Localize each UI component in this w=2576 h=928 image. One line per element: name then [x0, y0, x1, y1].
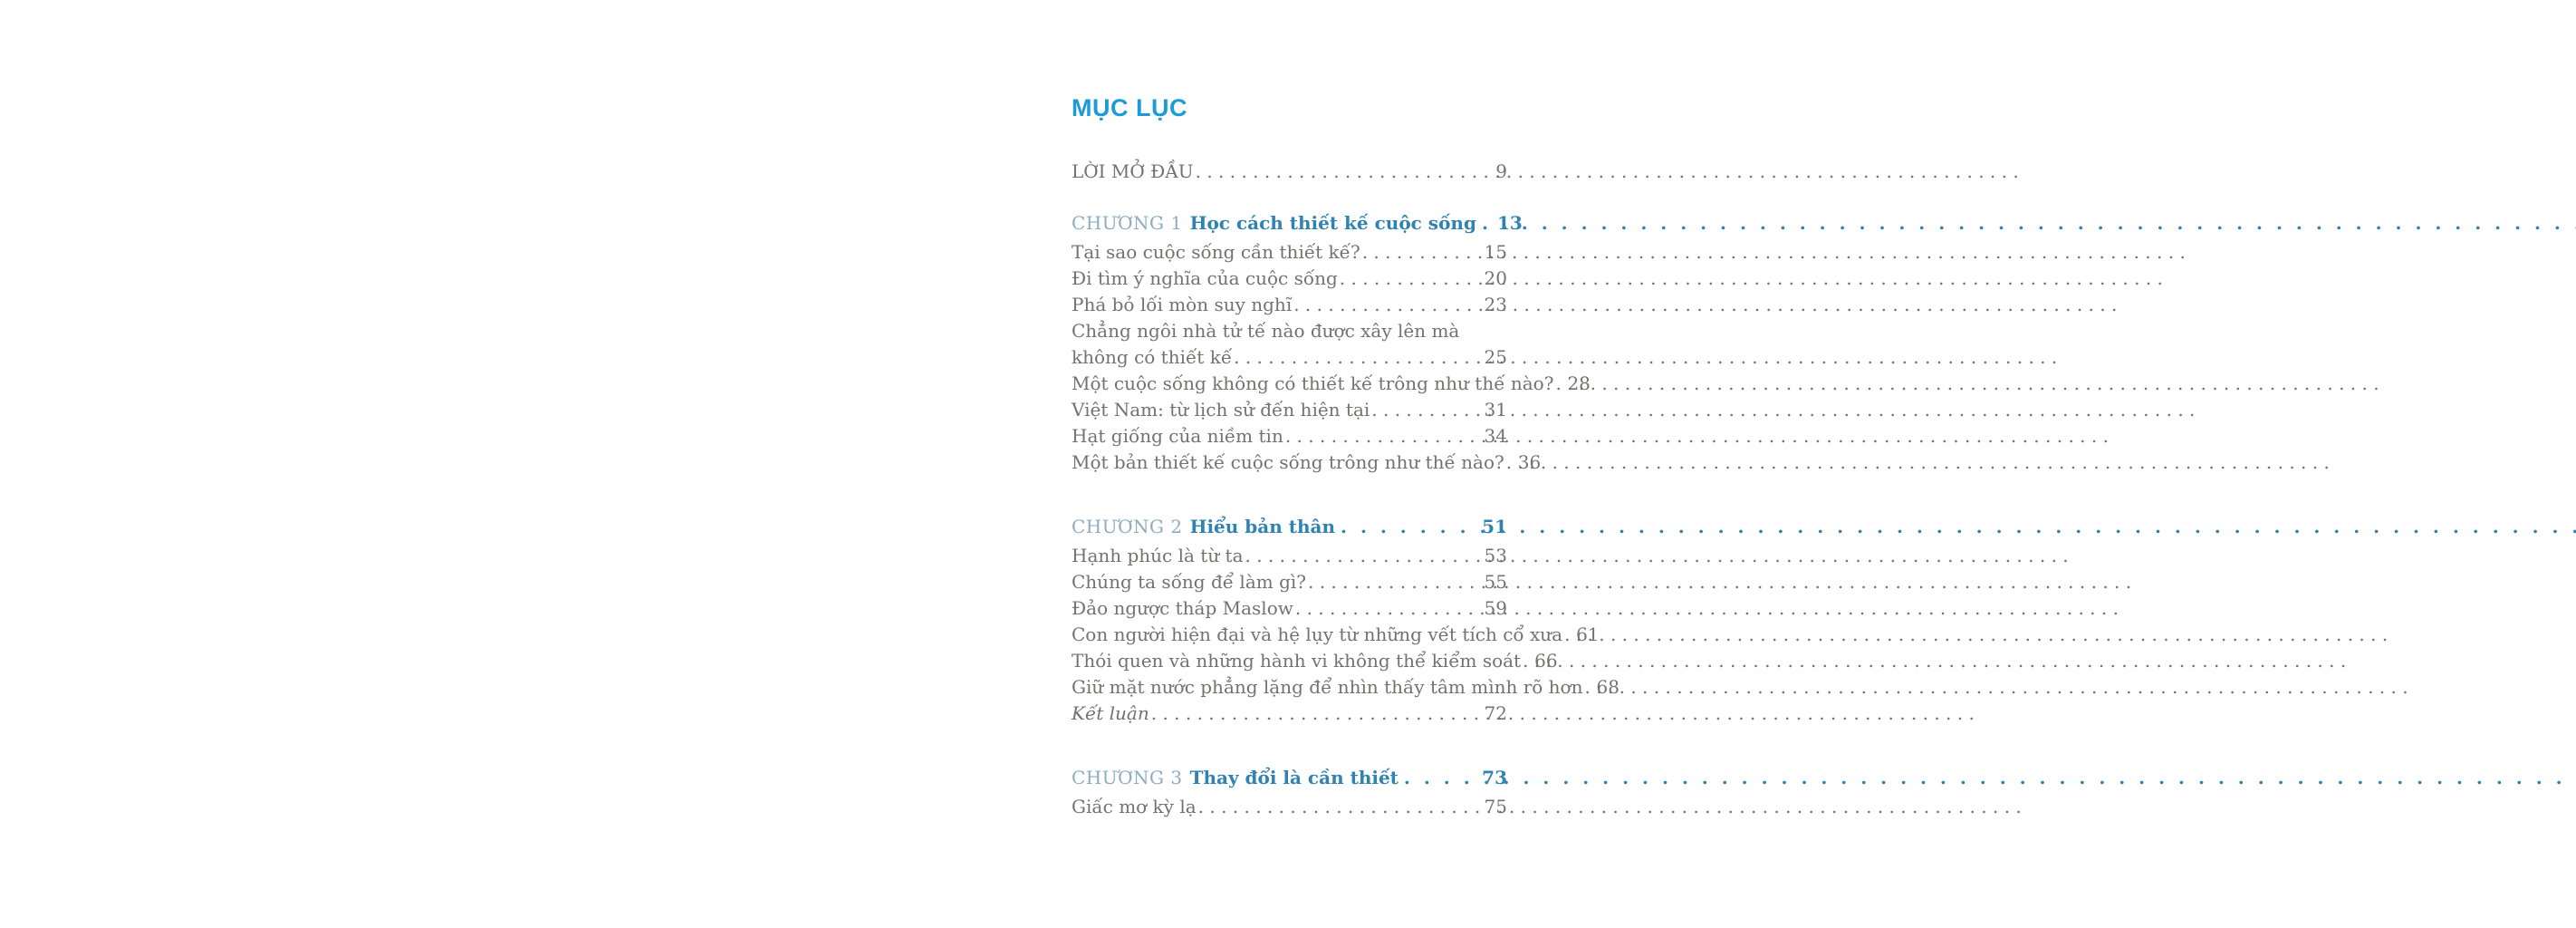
- toc-chapter: [1072, 514, 1620, 727]
- toc-entry-page: 36: [1517, 451, 1542, 473]
- dot-leader: [1151, 701, 1484, 727]
- chapter-title: Hiểu bản thân: [1189, 516, 1336, 537]
- toc-entry-page: 23: [1484, 294, 1507, 315]
- dot-leader: [1340, 266, 1484, 292]
- dot-leader: [1362, 239, 1484, 266]
- dot-leader: [1584, 674, 1595, 701]
- chapter-heading-row: [1072, 514, 1507, 540]
- dot-leader: [1482, 210, 1493, 237]
- chapter-list: [1072, 210, 1620, 820]
- dot-leader: [1555, 371, 1566, 397]
- toc-entry-page: 28: [1567, 372, 1591, 394]
- toc-entry: [1072, 543, 1507, 569]
- chapter-title: Học cách thiết kế cuộc sống: [1189, 212, 1476, 234]
- toc-entry: [1072, 292, 1507, 318]
- toc-entry-label: Chúng ta sống để làm gì?: [1072, 571, 1306, 593]
- dot-leader: [1234, 344, 1483, 371]
- toc-entry-label: Phá bỏ lối mòn suy nghĩ: [1072, 294, 1293, 315]
- dot-leader: [1295, 595, 1484, 622]
- toc-entry-page: 75: [1484, 796, 1507, 817]
- toc-entry-row: [1072, 423, 1507, 450]
- toc-entry-row: [1072, 595, 1507, 622]
- toc-entry: [1072, 318, 1507, 371]
- toc-entry: [1072, 266, 1507, 292]
- toc-entry: [1072, 450, 1542, 476]
- toc-entry-page: 34: [1484, 425, 1507, 447]
- chapter-title: Thay đổi là cần thiết: [1189, 767, 1399, 788]
- toc-entry: [1072, 569, 1507, 595]
- toc-entry-row: [1072, 622, 1600, 648]
- toc-entry-label: Tại sao cuộc sống cần thiết kế?: [1072, 241, 1360, 263]
- toc-entry-label: không có thiết kế: [1072, 346, 1233, 368]
- toc-entry-row: [1072, 569, 1507, 595]
- dot-leader: [1198, 794, 1484, 820]
- toc-entry: [1072, 239, 1507, 266]
- toc-entry-row: [1072, 701, 1507, 727]
- chapter-page: 51: [1482, 516, 1507, 537]
- dot-leader: [1341, 514, 1477, 540]
- toc-entry-label: Đi tìm ý nghĩa của cuộc sống: [1072, 267, 1338, 289]
- dot-leader: [1371, 397, 1483, 423]
- chapter-page: 13: [1496, 212, 1523, 234]
- toc-entry-row: [1072, 292, 1507, 318]
- toc-entry-page: 55: [1484, 571, 1507, 593]
- toc-entry-label: LỜI MỞ ĐẦU: [1072, 160, 1194, 182]
- chapter-number: CHƯƠNG 1: [1072, 212, 1183, 234]
- toc-entry-row: [1072, 266, 1507, 292]
- toc-entry-page: 20: [1484, 267, 1507, 289]
- toc-page: [978, 0, 1620, 928]
- toc-entry-row: [1072, 543, 1507, 569]
- toc-entry-page: 61: [1576, 624, 1600, 645]
- toc-entry: [1072, 371, 1591, 397]
- toc-chapter: [1072, 210, 1591, 476]
- toc-entry-page: 15: [1484, 241, 1507, 263]
- toc-entry-label: Hạt giống của niềm tin: [1072, 425, 1283, 447]
- toc-entry-page: 53: [1484, 545, 1507, 566]
- toc-entry-label: Kết luận: [1072, 702, 1149, 724]
- toc-entry-label: Đảo ngược tháp Maslow: [1072, 597, 1293, 619]
- chapter-heading-row: [1072, 765, 1507, 791]
- toc-entry-row: [1072, 794, 1507, 820]
- dot-leader: [1523, 648, 1533, 674]
- dot-leader: [1293, 292, 1483, 318]
- toc-row-front-matter: [1072, 159, 1507, 185]
- toc-entry-page: 9: [1495, 160, 1507, 182]
- toc-entry-label: Hạnh phúc là từ ta: [1072, 545, 1244, 566]
- toc-entry-label: Một bản thiết kế cuộc sống trông như thế nào?: [1072, 451, 1504, 473]
- toc-entry-wrap-line: Chẳng ngôi nhà tử tế nào được xây lên mà: [1072, 320, 1460, 342]
- dot-leader: [1564, 622, 1575, 648]
- toc-entry: [1072, 397, 1507, 423]
- toc-entry-row: [1072, 450, 1542, 476]
- dot-leader: [1506, 450, 1517, 476]
- toc-entry: [1072, 595, 1507, 622]
- toc-entry-label: Việt Nam: từ lịch sử đến hiện tại: [1072, 399, 1370, 420]
- toc-entry-page: 66: [1534, 650, 1558, 672]
- toc-entry: [1072, 794, 1507, 820]
- toc-entry: [1072, 622, 1600, 648]
- toc-entry-row: [1072, 674, 1620, 701]
- toc-entry-page: 59: [1484, 597, 1507, 619]
- toc-entry-row: [1072, 397, 1507, 423]
- dot-leader: [1285, 423, 1484, 450]
- toc-entry-row: [1072, 371, 1591, 397]
- chapter-heading-row: [1072, 210, 1523, 237]
- toc-entry: [1072, 701, 1507, 727]
- dot-leader: [1196, 159, 1495, 185]
- toc-entry: [1072, 674, 1620, 701]
- toc-entry-label: Một cuộc sống không có thiết kế trông như thế nào?: [1072, 372, 1554, 394]
- toc-chapter: [1072, 765, 1507, 820]
- toc-entry: [1072, 423, 1507, 450]
- chapter-entries: [1072, 543, 1620, 727]
- chapter-number: CHƯƠNG 3: [1072, 767, 1183, 788]
- dot-leader: [1308, 569, 1484, 595]
- toc-entry-page: 72: [1484, 702, 1507, 724]
- chapter-page: 73: [1482, 767, 1507, 788]
- toc-entry-page: 25: [1484, 346, 1507, 368]
- dot-leader: [1404, 765, 1477, 791]
- toc-entry-page: 68: [1596, 676, 1620, 698]
- chapter-entries: [1072, 239, 1591, 476]
- toc-entry-label: Thói quen và những hành vi không thể kiểm soát: [1072, 650, 1522, 672]
- toc-entry-page: 31: [1484, 399, 1507, 420]
- page-title: MỤC LỤC: [1072, 94, 1187, 121]
- toc-entry-row: [1072, 239, 1507, 266]
- toc-entry-row: [1072, 344, 1507, 371]
- chapter-entries: [1072, 794, 1507, 820]
- dot-leader: [1245, 543, 1484, 569]
- chapter-number: CHƯƠNG 2: [1072, 516, 1183, 537]
- toc-entry-label: Giữ mặt nước phẳng lặng để nhìn thấy tâm mình rõ hơn: [1072, 676, 1583, 698]
- toc-entry-label: Giấc mơ kỳ lạ: [1072, 796, 1197, 817]
- toc-entry-label: Con người hiện đại và hệ lụy từ những vết tích cổ xưa: [1072, 624, 1563, 645]
- toc-entry: [1072, 648, 1558, 674]
- toc-entry-row: [1072, 648, 1558, 674]
